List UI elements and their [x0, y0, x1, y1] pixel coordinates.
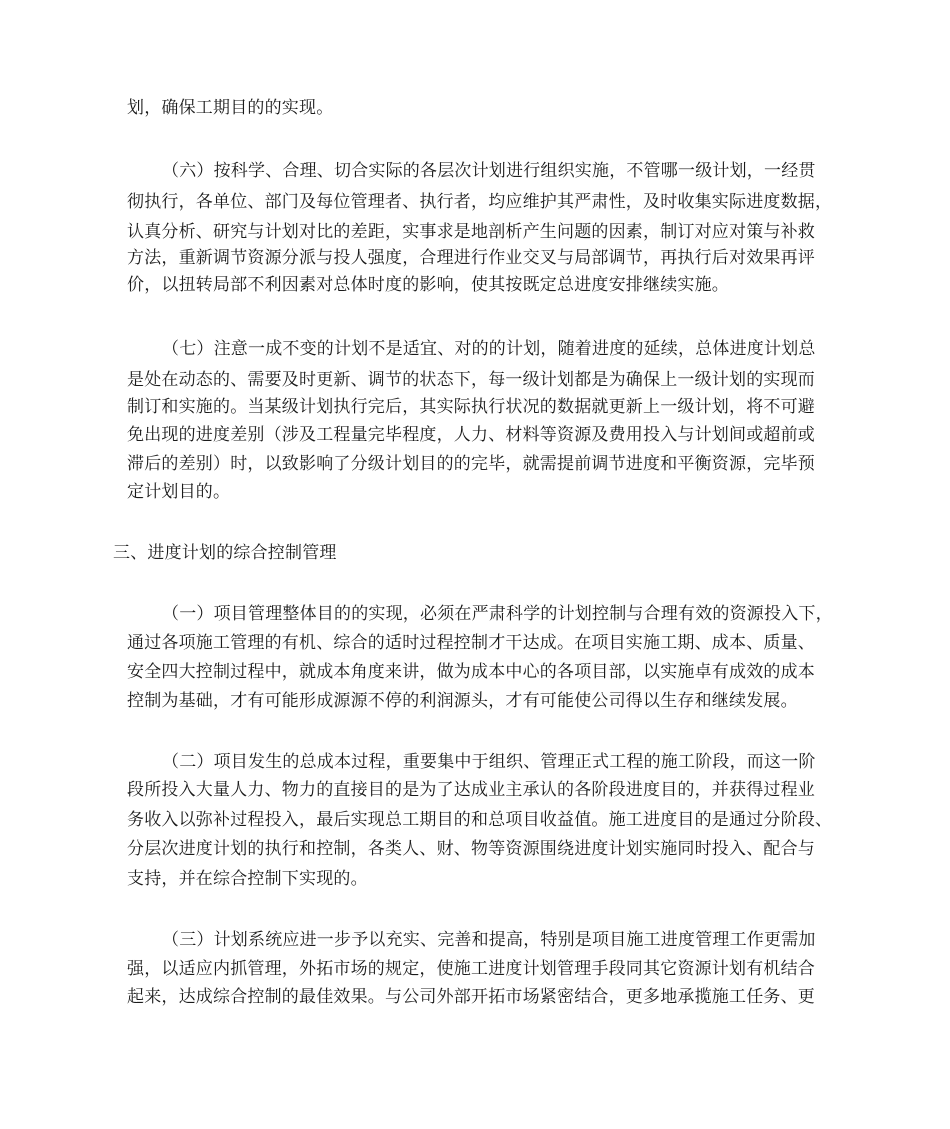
text-line: 滞后的差别）时，以致影响了分级计划目的的完毕，就需提前调节进度和平衡资源，完毕预 — [127, 454, 815, 474]
text-line: 支持，并在综合控制下实现的。 — [127, 869, 368, 889]
text-line: （三）计划系统应进一步予以充实、完善和提高，特别是项目施工进度管理工作更需加 — [162, 930, 816, 950]
section-heading: 三、进度计划的综合控制管理 — [113, 543, 337, 563]
text-line: 安全四大控制过程中，就成本角度来讲，做为成本中心的各项目部，以实施卓有成效的成本 — [127, 662, 815, 682]
text-line: 段所投入大量人力、物力的直接目的是为了达成业主承认的各阶段进度目的，并获得过程业 — [127, 780, 815, 800]
text-line: （二）项目发生的总成本过程，重要集中于组织、管理正式工程的施工阶段，而这一阶 — [162, 752, 816, 772]
text-line: 方法，重新调节资源分派与投人强度，合理进行作业交叉与局部调节，再执行后对效果再评 — [127, 248, 815, 268]
text-line: 认真分析、研究与计划对比的差距，实事求是地剖析产生问题的因素，制订对应对策与补救 — [127, 222, 815, 242]
text-line: 彻执行，各单位、部门及每位管理者、执行者，均应维护其严肃性，及时收集实际进度数据， — [127, 192, 833, 212]
text-line: 分层次进度计划的执行和控制，各类人、财、物等资源围绕进度计划实施同时投入、配合与 — [127, 839, 815, 859]
text-line: 价，以扭转局部不利因素对总体时度的影响，使其按既定总进度安排继续实施。 — [127, 275, 729, 295]
text-line: 起来，达成综合控制的最佳效果。与公司外部开拓市场紧密结合，更多地承揽施工任务、更 — [127, 987, 815, 1007]
text-line: （一）项目管理整体目的的实现，必须在严肃科学的计划控制与合理有效的资源投入下， — [162, 604, 833, 624]
text-line: 是处在动态的、需要及时更新、调节的状态下，每一级计划都是为确保上一级计划的实现而 — [127, 370, 815, 390]
text-line: 免出现的进度差别（涉及工程量完毕程度，人力、材料等资源及费用投入与计划间或超前或 — [127, 425, 815, 445]
text-line: 务收入以弥补过程投入，最后实现总工期目的和总项目收益值。施工进度目的是通过分阶段、 — [127, 810, 833, 830]
text-line: 通过各项施工管理的有机、综合的适时过程控制才干达成。在项目实施工期、成本、质量、 — [127, 633, 815, 653]
text-line: 划，确保工期目的的实现。 — [127, 98, 334, 118]
text-line: 制订和实施的。当某级计划执行完后，其实际执行状况的数据就更新上一级计划，将不可避 — [127, 397, 815, 417]
text-line: （七）注意一成不变的计划不是适宜、对的的计划，随着进度的延续，总体进度计划总 — [162, 339, 816, 359]
text-line: （六）按科学、合理、切合实际的各层次计划进行组织实施，不管哪一级计划，一经贯 — [162, 161, 816, 181]
text-line: 强，以适应内抓管理，外拓市场的规定，使施工进度计划管理手段同其它资源计划有机结合 — [127, 959, 815, 979]
text-line: 定计划目的。 — [127, 482, 231, 502]
text-line: 控制为基础，才有可能形成源源不停的利润源头，才有可能使公司得以生存和继续发展。 — [127, 691, 798, 711]
